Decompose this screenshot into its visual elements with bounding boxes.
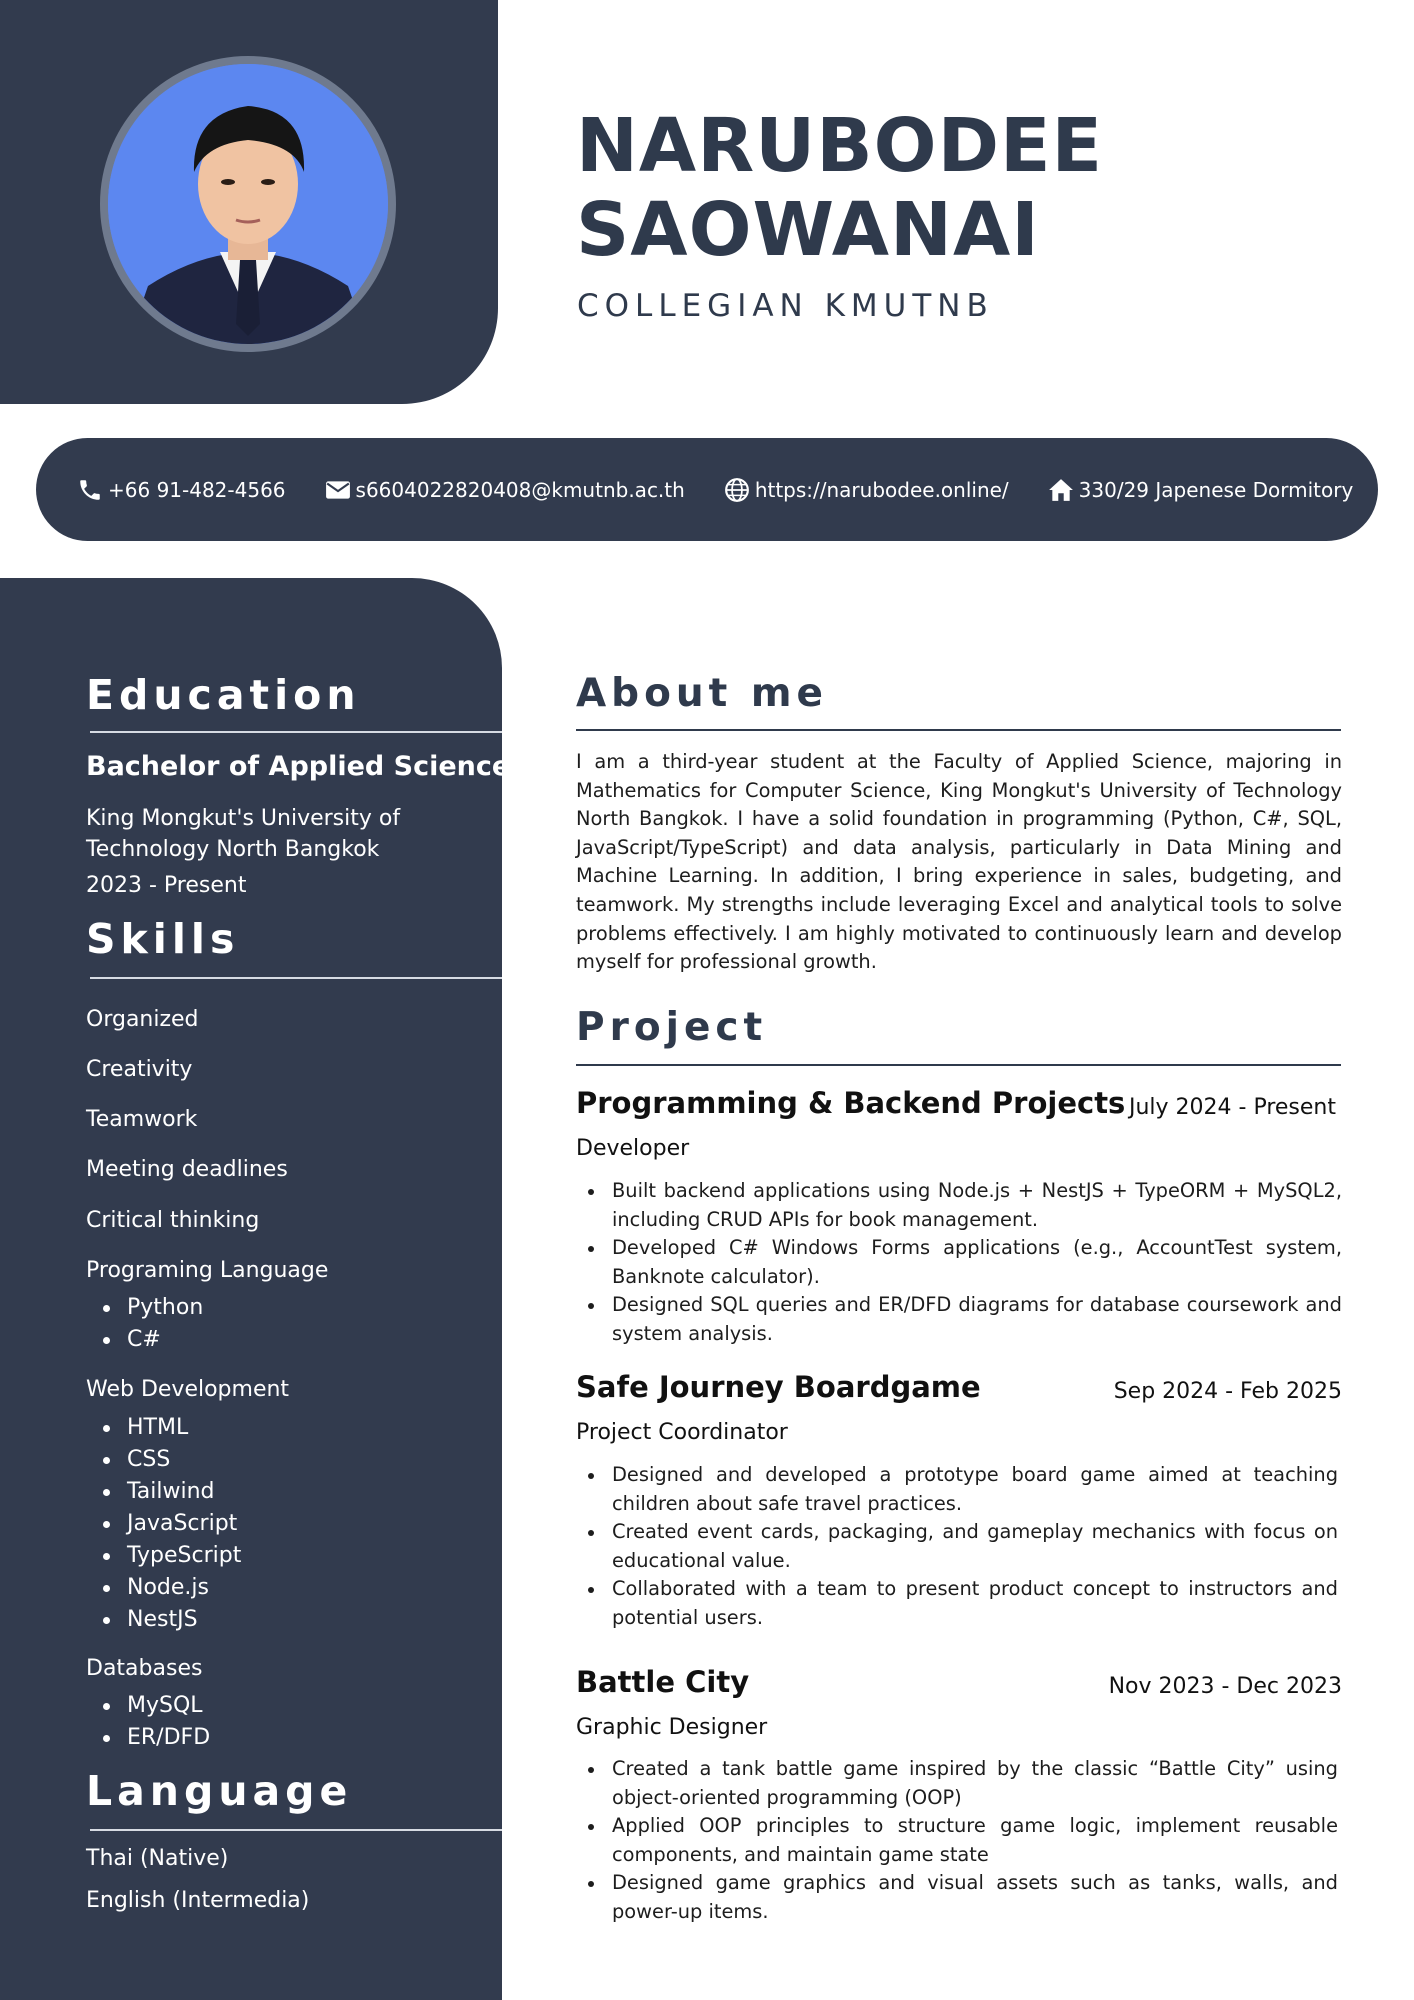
web-label: Web Development (86, 1377, 290, 1402)
contact-website[interactable] (723, 476, 1009, 504)
project-date: Nov 2023 - Dec 2023 (1108, 1674, 1342, 1699)
phone-text: +66 91-482-4566 (108, 477, 286, 502)
headline-subtitle: COLLEGIAN KMUTNB (577, 288, 994, 324)
list-item: Developed C# Windows Forms applications (e.g., AccountTest system, Banknote calculator). (612, 1234, 1342, 1291)
about-heading: About me (576, 671, 828, 716)
home-icon (1047, 476, 1075, 504)
education-school-line1: King Mongkut's University of (86, 806, 401, 831)
project-title: Battle City (576, 1665, 750, 1699)
project-date: Sep 2024 - Feb 2025 (1113, 1379, 1342, 1404)
list-item: ER/DFD (100, 1722, 210, 1754)
list-item: Tailwind (100, 1476, 241, 1508)
list-item: Python (100, 1292, 203, 1324)
contact-bar (36, 438, 1378, 541)
list-item: Node.js (100, 1572, 241, 1604)
databases-label: Databases (86, 1656, 203, 1681)
project-bullets (612, 1461, 1338, 1632)
phone-icon (76, 476, 104, 504)
project-title: Programming & Backend Projects (576, 1086, 1126, 1120)
education-degree: Bachelor of Applied Science (86, 751, 511, 782)
language-rule (90, 1829, 502, 1831)
skills-rule (90, 977, 502, 979)
education-heading: Education (86, 671, 361, 719)
project-role: Project Coordinator (576, 1420, 788, 1445)
skill-item: Organized (86, 1007, 199, 1032)
contact-address[interactable] (1047, 476, 1354, 504)
project-date: July 2024 - Present (1128, 1095, 1336, 1120)
list-item: Designed and developed a prototype board game aimed at teaching children about safe travel practices. (612, 1461, 1338, 1518)
name-first: NARUBODEE (576, 103, 1104, 189)
list-item: C# (100, 1324, 203, 1356)
full-name (576, 104, 1103, 272)
list-item: MySQL (100, 1690, 210, 1722)
project-bullets (612, 1177, 1342, 1348)
website-text: https://narubodee.online/ (754, 477, 1009, 502)
mail-icon (324, 476, 352, 504)
education-school-line2: Technology North Bangkok (86, 837, 380, 862)
header-photo-panel (0, 0, 498, 404)
list-item: Built backend applications using Node.js + NestJS + TypeORM + MySQL2, including CRUD APIs for book management. (612, 1177, 1342, 1234)
list-item: Designed game graphics and visual assets such as tanks, walls, and power-up items. (612, 1869, 1338, 1926)
project-role: Developer (576, 1136, 690, 1161)
project-bullets (612, 1755, 1338, 1926)
project-rule (576, 1064, 1341, 1066)
databases-list (100, 1690, 210, 1754)
language-item: English (Intermedia) (86, 1888, 310, 1913)
list-item: HTML (100, 1412, 241, 1444)
education-rule (90, 731, 502, 733)
programming-label: Programing Language (86, 1258, 329, 1283)
skill-item: Teamwork (86, 1107, 198, 1132)
about-text: I am a third-year student at the Faculty of Applied Science, majoring in Mathematics for Computer Science, King Mongkut's University of Technology North Bangkok. I have a solid foundation in programming (Python, C#, SQL, JavaScript/TypeScript) and data analysis, particularly in Data Mining and Machine Learning. In addition, I bring experience in sales, budgeting, and teamwork. My strengths include leveraging Excel and analytical tools to solve problems effectively. I am highly motivated to continuously learn and develop myself for professional growth. (576, 750, 1342, 974)
list-item: TypeScript (100, 1540, 241, 1572)
programming-list (100, 1292, 203, 1356)
globe-icon (723, 476, 751, 504)
language-heading: Language (86, 1767, 353, 1815)
about-rule (576, 729, 1341, 731)
project-heading: Project (576, 1005, 768, 1050)
language-item: Thai (Native) (86, 1846, 229, 1871)
list-item: CSS (100, 1444, 241, 1476)
contact-email[interactable] (324, 476, 685, 504)
web-list (100, 1412, 241, 1636)
skill-item: Creativity (86, 1057, 193, 1082)
address-text: 330/29 Japenese Dormitory (1078, 477, 1354, 502)
project-role: Graphic Designer (576, 1715, 768, 1740)
list-item: Designed SQL queries and ER/DFD diagrams for database coursework and system analysis. (612, 1291, 1342, 1348)
list-item: NestJS (100, 1604, 241, 1636)
list-item: Created a tank battle game inspired by the classic “Battle City” using object-oriented programming (OOP) (612, 1755, 1338, 1812)
contact-phone[interactable] (76, 476, 286, 504)
skill-item: Critical thinking (86, 1208, 260, 1233)
list-item: Collaborated with a team to present product concept to instructors and potential users. (612, 1575, 1338, 1632)
skills-heading: Skills (86, 915, 240, 963)
list-item: Applied OOP principles to structure game logic, implement reusable components, and maintain game state (612, 1812, 1338, 1869)
list-item: JavaScript (100, 1508, 241, 1540)
list-item: Created event cards, packaging, and gameplay mechanics with focus on educational value. (612, 1518, 1338, 1575)
profile-photo (100, 56, 396, 352)
skill-item: Meeting deadlines (86, 1157, 288, 1182)
education-years: 2023 - Present (86, 873, 247, 898)
email-text: s6604022820408@kmutnb.ac.th (355, 477, 685, 502)
project-title: Safe Journey Boardgame (576, 1370, 981, 1404)
name-last: SAOWANAI (576, 187, 1040, 273)
